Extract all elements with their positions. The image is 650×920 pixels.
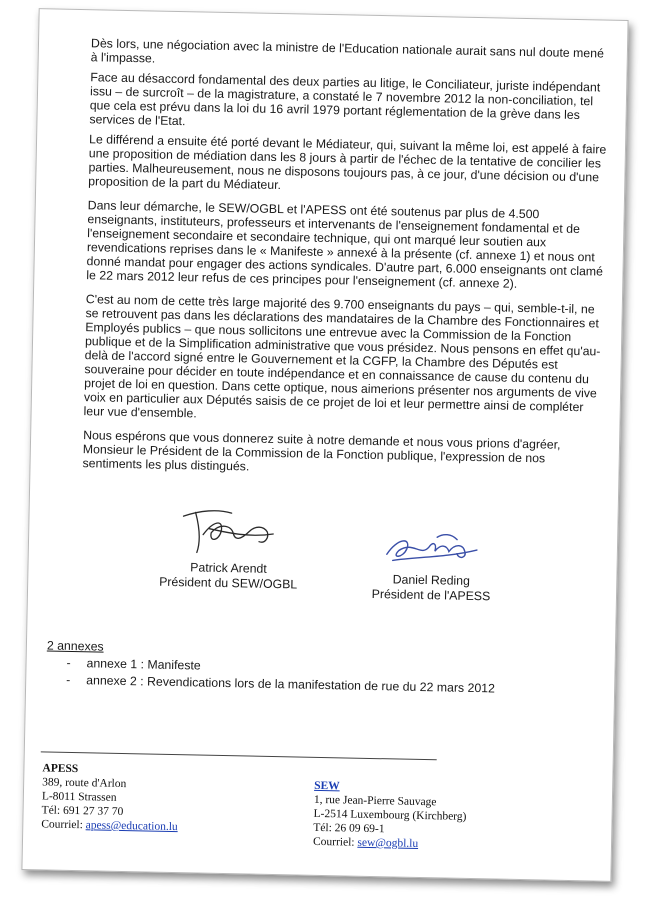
paragraph: Face au désaccord fondamental des deux parties au litige, le Conciliateur, juriste indépendant issu – de surcroît – de la magistrature, a constaté le 7 novembre 2012 la non-conciliation, tel que cela est prévu dans la loi du 16 avril 1979 portant réglementation de la grève dans les services de l'Etat. (89, 70, 601, 129)
email-line (41, 817, 178, 834)
signer-title: Président du SEW/OGBL (159, 574, 298, 592)
annex-item: annexe 2 : Revendications lors de la manifestation de rue du 22 mars 2012 (86, 673, 496, 696)
email-line (313, 835, 466, 852)
email-label: Courriel: (41, 818, 86, 832)
org-name: APESS (42, 762, 79, 776)
phone-line: Tél: 691 27 37 70 (41, 804, 124, 819)
handwritten-signature-arendt (169, 502, 290, 558)
letter-body (82, 36, 613, 486)
signer-title: Président de l'APESS (371, 586, 491, 604)
dash-bullet-icon: - (66, 655, 71, 670)
footer-address-apess (41, 761, 179, 834)
email-link[interactable]: apess@education.lu (85, 819, 178, 834)
footer-address-sew (313, 779, 467, 852)
address-line: 1, rue Jean-Pierre Sauvage (313, 793, 437, 809)
letter-page (21, 8, 628, 882)
paragraph: Nous espérons que vous donnerez suite à notre demande et nous vous prions d'agréer, Monsieur le Président de la Commission de la Fonction publique, l'expression de nos sentiments les plus distingués. (82, 428, 561, 474)
signature-block-arendt (138, 501, 320, 593)
phone-line: Tél: 26 09 69-1 (313, 821, 385, 836)
paragraph: Le différend a ensuite été porté devant le Médiateur, qui, suivant la même loi, est appelé à faire une proposition de médiation dans les 8 jours à partir de l'échec de la tentative de concilier les parties. Malheureusement, nous ne disposons toujours pas, à ce jour, d'une décision ou d'une proposition de la part du Médiateur. (88, 132, 607, 193)
signature-block-reding (346, 527, 517, 604)
annexes-list (46, 637, 547, 698)
annex-item: annexe 1 : Manifeste (86, 656, 201, 673)
annexes-heading: 2 annexes (46, 638, 104, 654)
handwritten-signature-reding (377, 528, 488, 570)
org-name-link[interactable]: SEW (314, 779, 340, 793)
signer-name: Patrick Arendt (190, 560, 267, 576)
paragraph: Dès lors, une négociation avec la ministre de l'Education nationale aurait sans nul doute mené à l'impasse. (90, 36, 605, 66)
email-label: Courriel: (312, 835, 358, 849)
signer-name: Daniel Reding (392, 572, 471, 588)
address-line: L-2514 Luxembourg (Kirchberg) (313, 807, 467, 823)
dash-bullet-icon: - (66, 672, 71, 687)
address-line: L-8011 Strassen (41, 790, 117, 804)
paragraph: Dans leur démarche, le SEW/OGBL et l'APESS ont été soutenus par plus de 4.500 enseignants, instituteurs, professeurs et intervenants de l'enseignement fondamental et de l'enseignement secondaire et secondaire technique, qui ont marqué leur soutien aux revendications reprises dans le « Manifeste » annexé à la présente (cf. annexe 1) et nous ont donné mandat pour engager des actions syndicales. D'autre part, 6.000 enseignants ont clamé le 22 mars 2012 leur refus de ces principes pour l'enseignement (cf. annexe 2). (86, 198, 604, 291)
paragraph: C'est au nom de cette très large majorité des 9.700 enseignants du pays – qui, semble-t-il, ne se retrouvent pas dans les déclarations des mandataires de la Chambre des Fonctionnaires et Employés publics – que nous sollicitons une entrevue avec la Commission de la Fonction publique et de la Simplification administrative que vous présidez. Nous pensons en effet qu'au-delà de l'accord signé entre le Gouvernement et la CGFP, la Chambre des Députés est souveraine pour décider en toute indépendance et en connaissance de cause du contenu du projet de loi en question. Dans cette optique, nous aimerions présenter nos arguments de vive voix en particulier aux Députés saisis de ce projet de loi et leur permettre ainsi de compléter leur vue d'ensemble. (83, 292, 601, 421)
address-line: 389, route d'Arlon (42, 776, 127, 791)
email-link[interactable]: sew@ogbl.lu (357, 836, 419, 850)
footer-divider (41, 751, 437, 760)
